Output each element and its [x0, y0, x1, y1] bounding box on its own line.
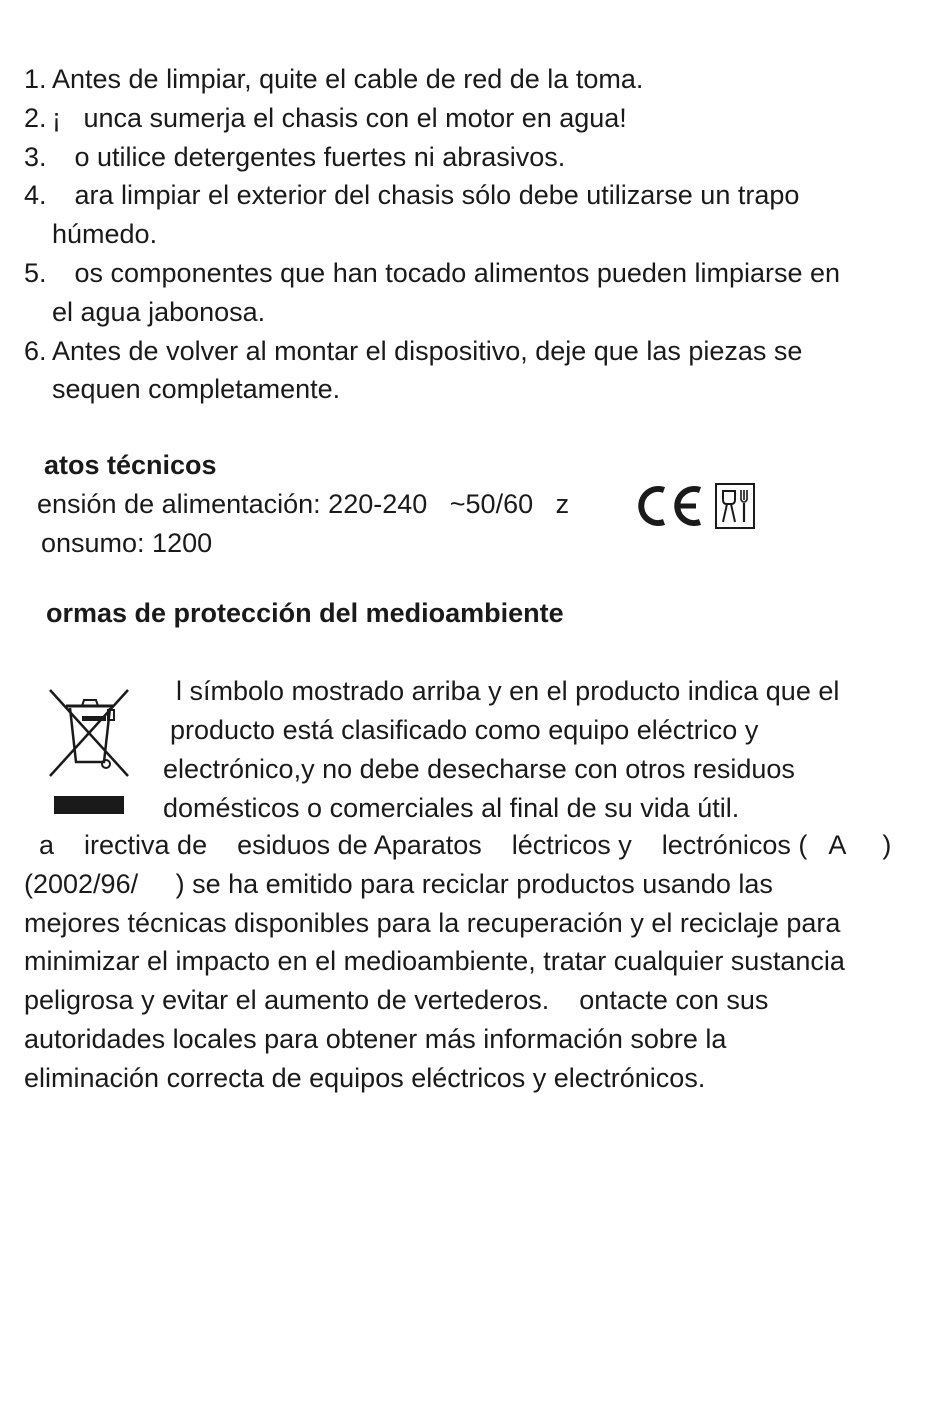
- technical-data-heading: atos técnicos: [44, 450, 217, 480]
- step-number: 5.: [24, 257, 47, 288]
- weee-crossed-bin-icon: [44, 684, 134, 818]
- step-number: 2.: [24, 102, 47, 133]
- weee-directive-paragraph: [24, 826, 939, 1098]
- list-item: [24, 176, 924, 254]
- paragraph-line: a irectiva de esiduos de Aparatos léctricos y lectrónicos ( A ): [24, 830, 892, 860]
- step-text: Antes de volver al montar el dispositivo, deje que las piezas se sequen completamente.: [52, 335, 803, 405]
- weee-symbol-text-line: domésticos o comerciales al final de su vida útil.: [163, 793, 740, 823]
- step-number: 3.: [24, 141, 47, 172]
- certification-logos: [634, 482, 756, 530]
- step-number: 1.: [24, 64, 47, 94]
- weee-symbol-text-line: producto está clasificado como equipo eléctrico y: [170, 715, 759, 745]
- consumption-spec: onsumo: 1200: [41, 528, 213, 558]
- step-text: Antes de limpiar, quite el cable de red de la toma.: [52, 64, 644, 94]
- step-number: 6.: [24, 335, 47, 366]
- paragraph-line: (2002/96/ ) se ha emitido para reciclar productos usando las: [24, 868, 773, 899]
- weee-symbol-text-line: electrónico,y no debe desecharse con otros residuos: [163, 754, 795, 784]
- list-item: [24, 138, 924, 177]
- food-safe-icon: [714, 482, 756, 530]
- ce-mark-icon: [634, 484, 704, 528]
- step-text: ara limpiar el exterior del chasis sólo debe utilizarse un trapo húmedo.: [52, 180, 800, 250]
- environment-heading: ormas de protección del medioambiente: [46, 598, 564, 628]
- step-text: ¡ unca sumerja el chasis con el motor en agua!: [52, 102, 627, 133]
- list-item: [24, 332, 924, 410]
- paragraph-line: minimizar el impacto en el medioambiente, tratar cualquier sustancia: [24, 946, 845, 977]
- paragraph-line: eliminación correcta de equipos eléctricos y electrónicos.: [24, 1062, 706, 1093]
- list-item: [24, 254, 924, 332]
- list-item: [24, 99, 924, 138]
- paragraph-line: autoridades locales para obtener más información sobre la: [24, 1023, 727, 1054]
- voltage-spec: ensión de alimentación: 220-240 ~50/60 z: [37, 489, 570, 519]
- step-text: o utilice detergentes fuertes ni abrasivos.: [52, 141, 566, 172]
- step-text: os componentes que han tocado alimentos pueden limpiarse en el agua jabonosa.: [52, 257, 841, 327]
- list-item: [24, 60, 924, 99]
- weee-symbol-text-line: l símbolo mostrado arriba y en el producto indica que el: [176, 676, 840, 706]
- paragraph-line: peligrosa y evitar el aumento de vertederos. ontacte con sus: [24, 985, 769, 1016]
- paragraph-line: mejores técnicas disponibles para la recuperación y el reciclaje para: [24, 907, 841, 938]
- step-number: 4.: [24, 180, 47, 211]
- cleaning-steps-list: [24, 60, 924, 409]
